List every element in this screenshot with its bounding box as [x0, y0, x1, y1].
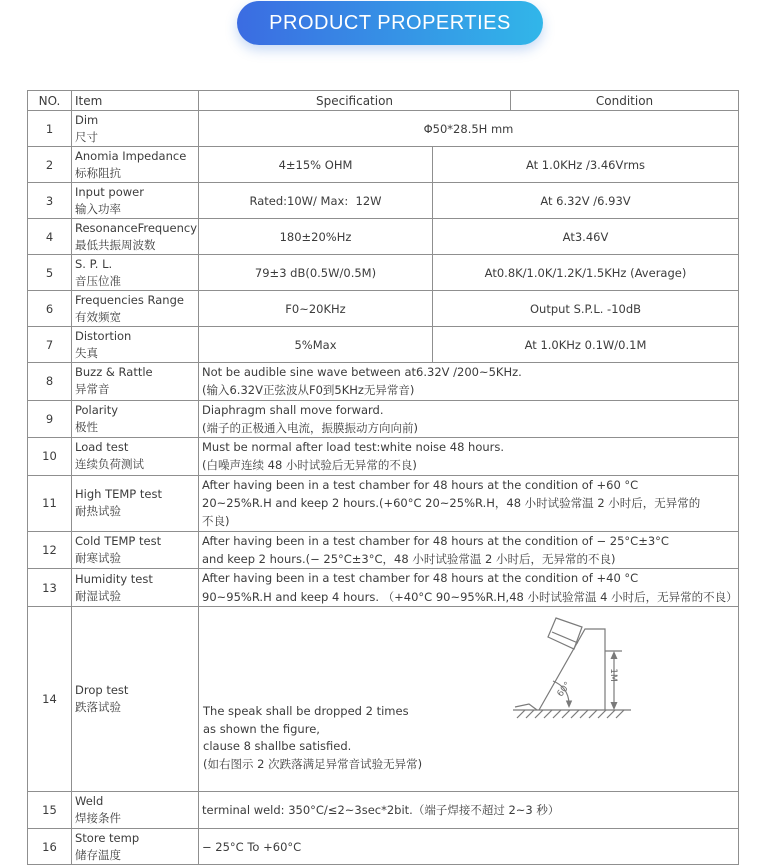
- item-name-en: Buzz & Rattle: [75, 365, 153, 380]
- specification-cell: [199, 400, 739, 438]
- spec-line: and keep 2 hours.(− 25°C±3°C，48 小时试验常温 2 小时后，无异常的不良): [202, 551, 616, 566]
- item-name-en: Weld: [75, 794, 104, 809]
- item-name-cn: 连续负荷测试: [75, 457, 144, 472]
- specification-cell: 180±20%Hz: [199, 219, 433, 255]
- row-number-cell: 2: [28, 147, 72, 183]
- item-cell: [72, 438, 199, 476]
- spec-line: clause 8 shallbe satisfied.: [203, 739, 352, 754]
- specification-cell: [199, 829, 739, 865]
- condition-cell: At 1.0KHz /3.46Vrms: [433, 147, 739, 183]
- spec-line: (端子的正极通入电流，振膜振动方向向前): [202, 420, 418, 435]
- specification-cell: 5%Max: [199, 327, 433, 363]
- height-dimension: [605, 651, 622, 710]
- spec-line: as shown the figure,: [203, 721, 320, 736]
- row-number-cell: 6: [28, 291, 72, 327]
- item-name-cn: 极性: [75, 419, 98, 434]
- row-number-cell: 13: [28, 569, 72, 607]
- item-cell: [72, 792, 199, 829]
- item-cell: [72, 219, 199, 255]
- table-header-row: [28, 91, 739, 111]
- drop-test-figure: [499, 615, 731, 727]
- row-number-cell: 4: [28, 219, 72, 255]
- table-row: [28, 829, 739, 865]
- item-cell: [72, 255, 199, 291]
- row-number-cell: 15: [28, 792, 72, 829]
- specification-cell: [199, 569, 739, 607]
- spec-line: − 25°C To +60°C: [202, 839, 302, 854]
- item-name-cn: 输入功率: [75, 201, 121, 216]
- spec-line: (如右图示 2 次跌落满足异常音试验无异常): [203, 756, 423, 771]
- spec-line: 不良): [202, 514, 230, 529]
- table-row: [28, 183, 739, 219]
- item-cell: [72, 147, 199, 183]
- item-name-cn: 耐寒试验: [75, 550, 121, 565]
- item-name-en: Drop test: [75, 683, 129, 698]
- table-row: [28, 569, 739, 607]
- row-number-cell: 3: [28, 183, 72, 219]
- specification-cell: [199, 438, 739, 476]
- item-name-cn: 跌落试验: [75, 700, 121, 715]
- spec-line: Must be normal after load test:white noise 48 hours.: [202, 440, 505, 455]
- item-name-cn: 最低共振周波数: [75, 237, 156, 252]
- condition-cell: At 1.0KHz 0.1W/0.1M: [433, 327, 739, 363]
- item-name-cn: 有效频宽: [75, 309, 121, 324]
- table-row: [28, 531, 739, 569]
- item-name-en: Input power: [75, 184, 144, 199]
- specification-cell: 79±3 dB(0.5W/0.5M): [199, 255, 433, 291]
- specification-cell: Φ50*28.5H mm: [199, 111, 739, 147]
- page-title-badge: [237, 1, 543, 45]
- item-name-en: Frequencies Range: [75, 292, 184, 307]
- item-cell: [72, 531, 199, 569]
- row-number-cell: 11: [28, 475, 72, 531]
- row-number-cell: 12: [28, 531, 72, 569]
- item-name-cn: 音压位准: [75, 273, 121, 288]
- item-cell: [72, 569, 199, 607]
- row-number-cell: 14: [28, 607, 72, 792]
- item-cell: [72, 475, 199, 531]
- spec-line: After having been in a test chamber for 48 hours at the condition of − 25°C±3°C: [202, 533, 669, 548]
- row-number-cell: 16: [28, 829, 72, 865]
- spec-line: Not be audible sine wave between at6.32V /200~5KHz.: [202, 365, 522, 379]
- table-row: [28, 255, 739, 291]
- item-name-en: Store temp: [75, 830, 140, 845]
- item-name-cn: 耐热试验: [75, 504, 121, 519]
- item-name-en: High TEMP test: [75, 487, 162, 502]
- row-number-cell: 8: [28, 363, 72, 401]
- item-name-cn: 异常音: [75, 382, 110, 397]
- spec-line: (白噪声连续 48 小时试验后无异常的不良): [202, 458, 417, 473]
- incline-board: [539, 629, 605, 710]
- condition-cell: Output S.P.L. -10dB: [433, 291, 739, 327]
- item-cell: [72, 363, 199, 401]
- spec-line: 20~25%R.H and keep 2 hours.(+60°C 20~25%R.H，48 小时试验常温 2 小时后，无异常的: [202, 496, 701, 511]
- specification-cell: [199, 363, 739, 401]
- specification-cell: Rated:10W/ Max: 12W: [199, 183, 433, 219]
- specification-cell: 4±15% OHM: [199, 147, 433, 183]
- ground-flap: [515, 704, 537, 710]
- item-cell: [72, 111, 199, 147]
- row-number-cell: 10: [28, 438, 72, 476]
- condition-cell: At3.46V: [433, 219, 739, 255]
- table-row: [28, 607, 739, 792]
- condition-cell: At0.8K/1.0K/1.2K/1.5KHz (Average): [433, 255, 739, 291]
- col-header-specification: Specification: [199, 91, 511, 111]
- spec-line: 90~95%R.H and keep 4 hours. （+40°C 90~95%R.H,48 小时试验常温 4 小时后，无异常的不良）: [202, 589, 738, 604]
- condition-cell: At 6.32V /6.93V: [433, 183, 739, 219]
- table-row: [28, 327, 739, 363]
- item-cell: [72, 327, 199, 363]
- item-name-en: Anomia Impedance: [75, 148, 187, 163]
- item-name-cn: 失真: [75, 345, 98, 360]
- table-row: [28, 475, 739, 531]
- height-label: 1M: [608, 668, 618, 683]
- row-number-cell: 1: [28, 111, 72, 147]
- item-name-cn: 尺寸: [75, 129, 98, 144]
- table-row: [28, 363, 739, 401]
- item-name-en: Dim: [75, 112, 99, 127]
- product-properties-table: [27, 90, 739, 865]
- item-cell: [72, 183, 199, 219]
- col-header-no: NO.: [28, 91, 72, 111]
- row-number-cell: 9: [28, 400, 72, 438]
- item-name-cn: 标称阻抗: [75, 165, 121, 180]
- drop-test-text: [203, 703, 422, 773]
- item-cell: [72, 607, 199, 792]
- item-name-cn: 储存温度: [75, 847, 121, 862]
- item-name-en: Load test: [75, 440, 129, 455]
- item-name-en: S. P. L.: [75, 256, 113, 271]
- item-cell: [72, 291, 199, 327]
- item-name-en: ResonanceFrequency: [75, 220, 198, 235]
- angle-callout: [553, 681, 573, 709]
- item-name-en: Humidity test: [75, 571, 153, 586]
- specification-cell: [199, 792, 739, 829]
- item-name-en: Cold TEMP test: [75, 533, 162, 548]
- spec-line: The speak shall be dropped 2 times: [203, 704, 409, 719]
- col-header-item: Item: [72, 91, 199, 111]
- specification-cell: [199, 607, 739, 792]
- table-row: [28, 147, 739, 183]
- spec-line: terminal weld: 350°C/≤2~3sec*2bit.（端子焊接不超过 2~3 秒）: [202, 803, 560, 818]
- spec-line: After having been in a test chamber for 48 hours at the condition of +60 °C: [202, 477, 639, 492]
- page-title: PRODUCT PROPERTIES: [269, 11, 511, 34]
- row-number-cell: 5: [28, 255, 72, 291]
- table-row: [28, 111, 739, 147]
- item-cell: [72, 400, 199, 438]
- spec-line: (输入6.32V正弦波从F0到5KHz无异常音): [202, 383, 415, 398]
- item-cell: [72, 829, 199, 865]
- table-row: [28, 219, 739, 255]
- item-name-en: Polarity: [75, 402, 119, 417]
- spec-line: Diaphragm shall move forward.: [202, 402, 384, 417]
- item-name-cn: 焊接条件: [75, 811, 121, 826]
- specification-cell: [199, 531, 739, 569]
- specification-cell: F0~20KHz: [199, 291, 433, 327]
- table-row: [28, 291, 739, 327]
- spec-line: After having been in a test chamber for 48 hours at the condition of +40 °C: [202, 571, 639, 586]
- table-row: [28, 792, 739, 829]
- table-row: [28, 400, 739, 438]
- row-number-cell: 7: [28, 327, 72, 363]
- item-name-cn: 耐湿试验: [75, 588, 121, 603]
- col-header-condition: Condition: [511, 91, 739, 111]
- ground-hatching: [517, 710, 624, 718]
- table-row: [28, 438, 739, 476]
- specification-cell: [199, 475, 739, 531]
- item-name-en: Distortion: [75, 328, 132, 343]
- angle-label: 60°: [555, 680, 574, 700]
